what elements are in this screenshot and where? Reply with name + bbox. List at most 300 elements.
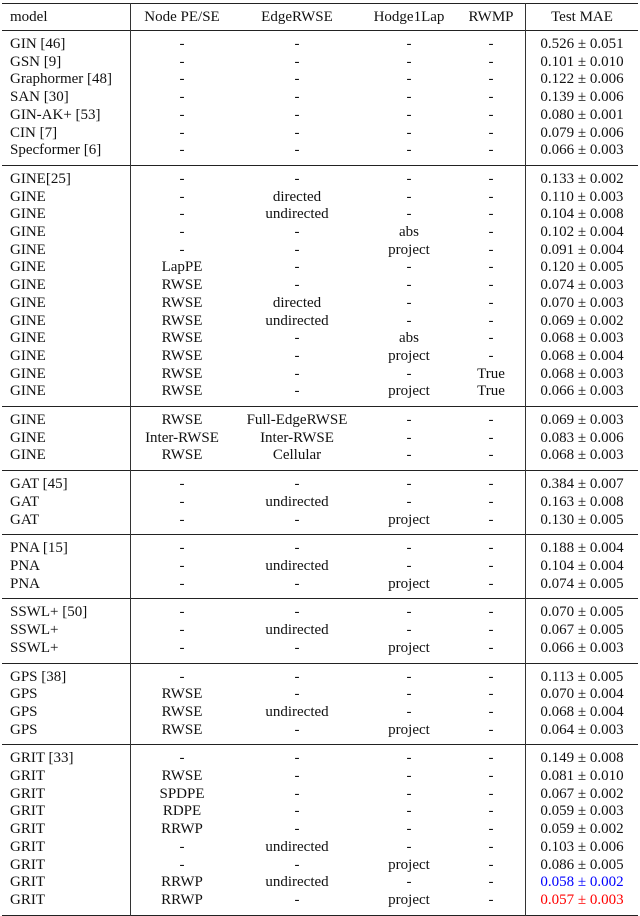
cell-node-pe-se: - — [131, 89, 234, 107]
cell-rwmp: - — [488, 330, 494, 347]
table-row — [2, 412, 638, 430]
cell-edgerwse: - — [294, 686, 300, 703]
cell-rwmp: - — [488, 838, 494, 855]
cell-hodge1lap: - — [406, 36, 412, 52]
cell-edgerwse: undirected — [265, 838, 329, 855]
cell-rwmp: - — [488, 124, 494, 141]
cell-rwmp: - — [488, 639, 494, 656]
cell-model: GPS — [10, 686, 38, 703]
cell-test-mae: 0.067 ± 0.005 — [526, 622, 639, 640]
cell-hodge1lap: - — [406, 557, 412, 574]
cell-hodge1lap: project — [388, 383, 430, 400]
cell-test-mae: 0.067 ± 0.002 — [526, 786, 639, 804]
cell-test-mae: 0.122 ± 0.006 — [526, 71, 639, 89]
cell-model: GAT — [10, 493, 40, 510]
cell-edgerwse: - — [294, 668, 300, 685]
cell-node-pe-se: - — [131, 107, 234, 125]
table-row — [2, 330, 638, 348]
cell-node-pe-se: - — [131, 604, 234, 622]
cell-hodge1lap: - — [406, 768, 412, 785]
table-row — [2, 54, 638, 72]
cell-edgerwse: - — [294, 330, 300, 347]
cell-node-pe-se: RWSE — [131, 277, 234, 295]
cell-test-mae: 0.091 ± 0.004 — [526, 242, 639, 260]
cell-edgerwse: - — [294, 803, 300, 820]
cell-test-mae: 0.102 ± 0.004 — [526, 224, 639, 242]
cell-test-mae: 0.139 ± 0.006 — [526, 89, 639, 107]
table-row — [2, 366, 638, 384]
cell-test-mae: 0.188 ± 0.004 — [526, 540, 639, 558]
results-table — [2, 3, 638, 916]
cell-hodge1lap: - — [406, 89, 412, 106]
cell-edgerwse: - — [294, 170, 300, 187]
cell-hodge1lap: - — [406, 259, 412, 276]
cell-model: GPS — [10, 721, 38, 738]
cell-rwmp: - — [488, 557, 494, 574]
cell-edgerwse: - — [294, 89, 300, 106]
cell-node-pe-se: - — [131, 125, 234, 143]
header-edgerwse: EdgeRWSE — [261, 9, 333, 25]
cell-test-mae: 0.079 ± 0.006 — [526, 125, 639, 143]
cell-hodge1lap: - — [406, 476, 412, 493]
cell-node-pe-se: - — [131, 171, 234, 189]
cell-hodge1lap: - — [406, 53, 412, 70]
cell-edgerwse: - — [294, 277, 300, 294]
cell-node-pe-se: - — [131, 142, 234, 160]
table-row — [2, 540, 638, 558]
cell-rwmp: - — [488, 142, 494, 159]
table-row — [2, 189, 638, 207]
table-row — [2, 494, 638, 512]
cell-model: GRIT — [10, 838, 45, 855]
table-row — [2, 640, 638, 658]
cell-rwmp: - — [488, 721, 494, 738]
cell-node-pe-se: - — [131, 189, 234, 207]
cell-model: PNA [15] — [10, 540, 68, 557]
table-row — [2, 750, 638, 768]
cell-hodge1lap: - — [406, 429, 412, 446]
cell-hodge1lap: - — [406, 874, 412, 891]
cell-test-mae: 0.069 ± 0.003 — [526, 412, 639, 430]
cell-rwmp: - — [488, 686, 494, 703]
cell-hodge1lap: - — [406, 540, 412, 557]
cell-rwmp: - — [488, 703, 494, 720]
table-row — [2, 874, 638, 892]
cell-model: GINE — [10, 383, 46, 400]
cell-test-mae: 0.064 ± 0.003 — [526, 722, 639, 740]
cell-node-pe-se: - — [131, 224, 234, 242]
cell-node-pe-se: - — [131, 750, 234, 768]
cell-model: CIN [7] — [10, 124, 58, 141]
table-row — [2, 383, 638, 401]
cell-rwmp: - — [488, 224, 494, 241]
cell-test-mae: 0.081 ± 0.010 — [526, 768, 639, 786]
cell-hodge1lap: - — [406, 493, 412, 510]
cell-hodge1lap: - — [406, 785, 412, 802]
cell-model: SSWL+ — [10, 622, 59, 639]
table-group — [2, 745, 638, 915]
cell-hodge1lap: project — [388, 856, 430, 873]
cell-node-pe-se: - — [131, 857, 234, 875]
cell-hodge1lap: - — [406, 604, 412, 621]
table-group — [2, 31, 638, 166]
cell-edgerwse: - — [294, 891, 300, 908]
cell-edgerwse: - — [294, 53, 300, 70]
cell-model: GRIT — [10, 891, 45, 908]
table-row — [2, 576, 638, 594]
table-row — [2, 839, 638, 857]
cell-node-pe-se: RDPE — [131, 803, 234, 821]
table-row — [2, 803, 638, 821]
table-row — [2, 622, 638, 640]
table-row — [2, 669, 638, 687]
cell-edgerwse: - — [294, 241, 300, 258]
cell-node-pe-se: RWSE — [131, 313, 234, 331]
cell-node-pe-se: - — [131, 242, 234, 260]
table-row — [2, 857, 638, 875]
cell-node-pe-se: - — [131, 54, 234, 72]
cell-test-mae: 0.066 ± 0.003 — [526, 640, 639, 658]
cell-hodge1lap: - — [406, 447, 412, 464]
cell-node-pe-se: RWSE — [131, 768, 234, 786]
cell-hodge1lap: - — [406, 294, 412, 311]
cell-node-pe-se: - — [131, 512, 234, 530]
cell-edgerwse: - — [294, 768, 300, 785]
cell-rwmp: - — [488, 785, 494, 802]
table-group — [2, 471, 638, 535]
cell-test-mae: 0.066 ± 0.003 — [526, 383, 639, 401]
cell-node-pe-se: RWSE — [131, 330, 234, 348]
cell-model: GSN [9] — [10, 53, 62, 70]
cell-rwmp: - — [488, 668, 494, 685]
padding-cell — [233, 910, 361, 916]
cell-test-mae: 0.163 ± 0.008 — [526, 494, 639, 512]
cell-hodge1lap: - — [406, 188, 412, 205]
cell-edgerwse: - — [294, 540, 300, 557]
table-row — [2, 447, 638, 465]
table-row — [2, 892, 638, 910]
cell-rwmp: - — [488, 821, 494, 838]
cell-rwmp: - — [488, 493, 494, 510]
cell-edgerwse: Full-EdgeRWSE — [246, 412, 348, 429]
cell-edgerwse: undirected — [265, 312, 329, 329]
cell-test-mae: 0.133 ± 0.002 — [526, 171, 639, 189]
cell-hodge1lap: - — [406, 838, 412, 855]
cell-rwmp: True — [477, 365, 505, 382]
cell-rwmp: - — [488, 768, 494, 785]
cell-node-pe-se: RRWP — [131, 821, 234, 839]
table-row — [2, 786, 638, 804]
cell-edgerwse: directed — [272, 188, 322, 205]
cell-test-mae: 0.068 ± 0.004 — [526, 348, 639, 366]
cell-edgerwse: - — [294, 604, 300, 621]
cell-node-pe-se: RWSE — [131, 722, 234, 740]
table-row — [2, 242, 638, 260]
cell-test-mae: 0.068 ± 0.004 — [526, 704, 639, 722]
cell-node-pe-se: RWSE — [131, 383, 234, 401]
table-row — [2, 704, 638, 722]
cell-edgerwse: - — [294, 142, 300, 159]
cell-rwmp: - — [488, 277, 494, 294]
cell-hodge1lap: - — [406, 312, 412, 329]
table-row — [2, 512, 638, 530]
table-row — [2, 558, 638, 576]
cell-node-pe-se: RWSE — [131, 686, 234, 704]
cell-hodge1lap: project — [388, 721, 430, 738]
cell-model: GINE — [10, 224, 46, 241]
cell-rwmp: - — [488, 874, 494, 891]
cell-node-pe-se: RWSE — [131, 295, 234, 313]
cell-rwmp: - — [488, 540, 494, 557]
cell-rwmp: True — [477, 383, 505, 400]
cell-node-pe-se: Inter-RWSE — [131, 430, 234, 448]
cell-test-mae: 0.068 ± 0.003 — [526, 447, 639, 465]
cell-edgerwse: Inter-RWSE — [260, 429, 334, 446]
cell-hodge1lap: - — [406, 622, 412, 639]
cell-node-pe-se: - — [131, 669, 234, 687]
cell-model: GINE — [10, 206, 46, 223]
cell-model: GRIT — [10, 821, 45, 838]
cell-rwmp: - — [488, 206, 494, 223]
cell-rwmp: - — [488, 447, 494, 464]
cell-edgerwse: undirected — [265, 493, 329, 510]
cell-test-mae: 0.070 ± 0.005 — [526, 604, 639, 622]
cell-node-pe-se: RWSE — [131, 348, 234, 366]
cell-model: GINE[25] — [10, 170, 71, 187]
cell-model: GINE — [10, 188, 46, 205]
cell-edgerwse: - — [294, 124, 300, 141]
cell-test-mae: 0.113 ± 0.005 — [526, 669, 639, 687]
cell-edgerwse: - — [294, 106, 300, 123]
cell-hodge1lap: project — [388, 241, 430, 258]
cell-model: PNA — [10, 557, 41, 574]
padding-cell — [2, 910, 131, 916]
cell-model: GINE — [10, 365, 46, 382]
cell-edgerwse: - — [294, 511, 300, 528]
cell-test-mae: 0.104 ± 0.004 — [526, 558, 639, 576]
cell-node-pe-se: - — [131, 640, 234, 658]
cell-test-mae: 0.120 ± 0.005 — [526, 259, 639, 277]
table-row — [2, 722, 638, 740]
cell-test-mae: 0.086 ± 0.005 — [526, 857, 639, 875]
cell-node-pe-se: - — [131, 558, 234, 576]
cell-edgerwse: - — [294, 224, 300, 241]
cell-node-pe-se: RWSE — [131, 447, 234, 465]
table-group — [2, 599, 638, 663]
cell-node-pe-se: - — [131, 540, 234, 558]
cell-rwmp: - — [488, 170, 494, 187]
cell-model: GPS — [10, 703, 38, 720]
cell-model: GRIT — [10, 768, 45, 785]
cell-node-pe-se: LapPE — [131, 259, 234, 277]
cell-edgerwse: - — [294, 750, 300, 767]
cell-model: GINE — [10, 241, 46, 258]
cell-rwmp: - — [488, 429, 494, 446]
cell-rwmp: - — [488, 89, 494, 106]
header-node-pe-se: Node PE/SE — [131, 4, 234, 31]
table-row — [2, 89, 638, 107]
cell-hodge1lap: - — [406, 803, 412, 820]
table-row — [2, 259, 638, 277]
cell-model: Graphormer [48] — [10, 71, 113, 88]
cell-edgerwse: directed — [272, 294, 322, 311]
cell-model: GINE — [10, 277, 46, 294]
cell-test-mae: 0.058 ± 0.002 — [526, 874, 639, 892]
cell-test-mae: 0.074 ± 0.003 — [526, 277, 639, 295]
cell-edgerwse: - — [294, 383, 300, 400]
cell-hodge1lap: project — [388, 575, 430, 592]
cell-test-mae: 0.059 ± 0.002 — [526, 821, 639, 839]
cell-hodge1lap: - — [406, 142, 412, 159]
cell-model: SSWL+ — [10, 639, 59, 656]
cell-hodge1lap: - — [406, 821, 412, 838]
table-row — [2, 768, 638, 786]
table-group — [2, 407, 638, 471]
cell-model: GPS [38] — [10, 668, 67, 685]
cell-model: GAT [45] — [10, 476, 68, 493]
cell-model: GAT — [10, 511, 40, 528]
cell-test-mae: 0.070 ± 0.004 — [526, 686, 639, 704]
header-test-mae: Test MAE — [526, 4, 639, 31]
cell-model: SSWL+ [50] — [10, 604, 88, 621]
cell-rwmp: - — [488, 622, 494, 639]
table-row — [2, 125, 638, 143]
table-group — [2, 165, 638, 406]
cell-test-mae: 0.080 ± 0.001 — [526, 107, 639, 125]
cell-edgerwse: - — [294, 365, 300, 382]
cell-rwmp: - — [488, 71, 494, 88]
cell-node-pe-se: - — [131, 622, 234, 640]
padding-cell — [457, 910, 526, 916]
table-row — [2, 277, 638, 295]
cell-model: SAN [30] — [10, 89, 69, 106]
cell-edgerwse: - — [294, 821, 300, 838]
cell-model: GINE — [10, 259, 46, 276]
table-row — [2, 348, 638, 366]
cell-test-mae: 0.069 ± 0.002 — [526, 313, 639, 331]
cell-node-pe-se: - — [131, 839, 234, 857]
cell-hodge1lap: - — [406, 124, 412, 141]
cell-node-pe-se: - — [131, 494, 234, 512]
cell-model: PNA — [10, 575, 41, 592]
table-group — [2, 663, 638, 745]
cell-hodge1lap: - — [406, 686, 412, 703]
padding-cell — [131, 910, 234, 916]
table-row — [2, 604, 638, 622]
cell-hodge1lap: project — [388, 347, 430, 364]
cell-test-mae: 0.059 ± 0.003 — [526, 803, 639, 821]
cell-model: GIN [46] — [10, 36, 66, 52]
cell-hodge1lap: project — [388, 511, 430, 528]
cell-rwmp: - — [488, 188, 494, 205]
cell-model: GINE — [10, 312, 46, 329]
cell-edgerwse: - — [294, 785, 300, 802]
cell-edgerwse: undirected — [265, 557, 329, 574]
cell-edgerwse: Cellular — [272, 447, 322, 464]
cell-rwmp: - — [488, 294, 494, 311]
cell-model: Specformer [6] — [10, 142, 102, 159]
cell-hodge1lap: project — [388, 639, 430, 656]
cell-node-pe-se: - — [131, 71, 234, 89]
table-row — [2, 224, 638, 242]
header-row — [2, 4, 638, 31]
cell-hodge1lap: - — [406, 412, 412, 429]
cell-model: GRIT — [10, 874, 45, 891]
cell-test-mae: 0.110 ± 0.003 — [526, 189, 639, 207]
cell-model: GIN-AK+ [53] — [10, 106, 101, 123]
table-row — [2, 142, 638, 160]
cell-rwmp: - — [488, 241, 494, 258]
table-row — [2, 686, 638, 704]
cell-hodge1lap: - — [406, 365, 412, 382]
cell-node-pe-se: - — [131, 476, 234, 494]
cell-hodge1lap: project — [388, 891, 430, 908]
cell-model: GINE — [10, 294, 46, 311]
cell-rwmp: - — [488, 803, 494, 820]
cell-edgerwse: - — [294, 259, 300, 276]
cell-node-pe-se: RRWP — [131, 892, 234, 910]
cell-test-mae: 0.103 ± 0.006 — [526, 839, 639, 857]
cell-model: GINE — [10, 447, 46, 464]
cell-rwmp: - — [488, 511, 494, 528]
cell-rwmp: - — [488, 412, 494, 429]
group-padding — [2, 910, 638, 916]
cell-hodge1lap: - — [406, 668, 412, 685]
cell-edgerwse: undirected — [265, 874, 329, 891]
cell-hodge1lap: - — [406, 703, 412, 720]
cell-node-pe-se: RWSE — [131, 366, 234, 384]
cell-test-mae: 0.083 ± 0.006 — [526, 430, 639, 448]
header-hodge1lap: Hodge1Lap — [373, 9, 445, 25]
cell-hodge1lap: - — [406, 170, 412, 187]
cell-test-mae: 0.130 ± 0.005 — [526, 512, 639, 530]
cell-rwmp: - — [488, 259, 494, 276]
cell-rwmp: - — [488, 891, 494, 908]
cell-model: GRIT — [10, 785, 45, 802]
cell-node-pe-se: RWSE — [131, 412, 234, 430]
cell-node-pe-se: - — [131, 576, 234, 594]
table-row — [2, 295, 638, 313]
cell-test-mae: 0.101 ± 0.010 — [526, 54, 639, 72]
cell-rwmp: - — [488, 312, 494, 329]
cell-model: GINE — [10, 347, 46, 364]
cell-edgerwse: undirected — [265, 703, 329, 720]
cell-test-mae: 0.074 ± 0.005 — [526, 576, 639, 594]
cell-hodge1lap: - — [406, 277, 412, 294]
cell-test-mae: 0.068 ± 0.003 — [526, 330, 639, 348]
cell-hodge1lap: - — [406, 750, 412, 767]
cell-node-pe-se: RWSE — [131, 704, 234, 722]
cell-hodge1lap: - — [406, 71, 412, 88]
table-row — [2, 821, 638, 839]
cell-test-mae: 0.070 ± 0.003 — [526, 295, 639, 313]
table-row — [2, 206, 638, 224]
cell-model: GRIT — [10, 856, 45, 873]
cell-edgerwse: - — [294, 721, 300, 738]
padding-cell — [526, 910, 639, 916]
table-row — [2, 313, 638, 331]
cell-model: GINE — [10, 330, 46, 347]
cell-edgerwse: undirected — [265, 206, 329, 223]
cell-rwmp: - — [488, 106, 494, 123]
cell-model: GRIT [33] — [10, 750, 74, 767]
table-group — [2, 535, 638, 599]
cell-rwmp: - — [488, 750, 494, 767]
cell-hodge1lap: abs — [399, 330, 419, 347]
cell-rwmp: - — [488, 575, 494, 592]
cell-edgerwse: undirected — [265, 622, 329, 639]
cell-test-mae: 0.104 ± 0.008 — [526, 206, 639, 224]
